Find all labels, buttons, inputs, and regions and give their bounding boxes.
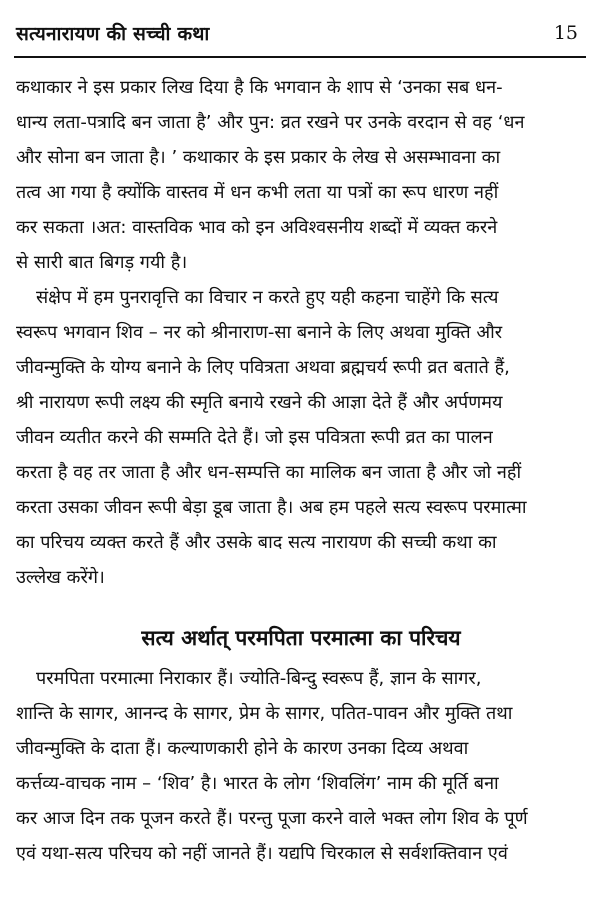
- running-header: [14, 18, 586, 54]
- paragraph-3: [16, 661, 586, 871]
- text-line: करता है वह तर जाता है और धन-सम्पत्ति का मालिक बन जाता है और जो नहीं: [16, 462, 522, 483]
- text-line: जीवन्मुक्ति के दाता हैं। कल्याणकारी होने के कारण उनका दिव्य अथवा: [16, 738, 469, 759]
- text-line: से सारी बात बिगड़ गयी है।: [16, 252, 188, 273]
- text-line: कर्त्तव्य-वाचक नाम – ‘शिव’ है। भारत के लोग ‘शिवलिंग’ नाम की मूर्ति बना: [16, 773, 499, 794]
- text-line: शान्ति के सागर, आनन्द के सागर, प्रेम के सागर, पतित-पावन और मुक्ति तथा: [16, 703, 513, 724]
- text-line: एवं यथा-सत्य परिचय को नहीं जानते हैं। यद्यपि चिरकाल से सर्वशक्तिवान एवं: [16, 843, 508, 864]
- page-number: 15: [553, 22, 578, 44]
- text-line: का परिचय व्यक्त करते हैं और उसके बाद सत्य नारायण की सच्ची कथा का: [16, 532, 497, 553]
- text-line: करता उसका जीवन रूपी बेड़ा डूब जाता है। अब हम पहले सत्य स्वरूप परमात्मा: [16, 497, 527, 518]
- text-line: कथाकार ने इस प्रकार लिख दिया है कि भगवान के शाप से ‘उनका सब धन-: [16, 77, 503, 98]
- body-text: [16, 70, 586, 871]
- header-rule: [14, 56, 586, 58]
- text-line: उल्लेख करेंगे।: [16, 567, 105, 588]
- paragraph-1: [16, 70, 586, 280]
- text-line: स्वरूप भगवान शिव – नर को श्रीनाराण-सा बनाने के लिए अथवा मुक्ति और: [16, 322, 503, 343]
- running-title: सत्यनारायण की सच्ची कथा: [16, 23, 210, 45]
- text-line: श्री नारायण रूपी लक्ष्य की स्मृति बनाये रखने की आज्ञा देते हैं और अर्पणमय: [16, 392, 503, 413]
- text-line: जीवन्मुक्ति के योग्य बनाने के लिए पवित्रता अथवा ब्रह्मचर्य रूपी व्रत बताते हैं,: [16, 357, 510, 378]
- section-heading: सत्य अर्थात् परमपिता परमात्मा का परिचय: [141, 626, 461, 650]
- text-line: और सोना बन जाता है। ’ कथाकार के इस प्रकार के लेख से असम्भावना का: [16, 147, 501, 168]
- text-line: परमपिता परमात्मा निराकार हैं। ज्योति-बिन्दु स्वरूप हैं, ज्ञान के सागर,: [36, 668, 482, 689]
- text-line: संक्षेप में हम पुनरावृत्ति का विचार न करते हुए यही कहना चाहेंगे कि सत्य: [36, 287, 499, 308]
- text-line: कर सकता ।अत: वास्तविक भाव को इन अविश्वसनीय शब्दों में व्यक्त करने: [16, 217, 498, 238]
- text-line: कर आज दिन तक पूजन करते हैं। परन्तु पूजा करने वाले भक्त लोग शिव के पूर्ण: [16, 808, 528, 829]
- text-line: धान्य लता-पत्रादि बन जाता है’ और पुन: व्रत रखने पर उनके वरदान से वह ‘धन: [16, 112, 525, 133]
- text-line: जीवन व्यतीत करने की सम्मति देते हैं। जो इस पवित्रता रूपी व्रत का पालन: [16, 427, 493, 448]
- paragraph-2: [16, 280, 586, 595]
- text-line: तत्व आ गया है क्योंकि वास्तव में धन कभी लता या पत्रों का रूप धारण नहीं: [16, 182, 499, 203]
